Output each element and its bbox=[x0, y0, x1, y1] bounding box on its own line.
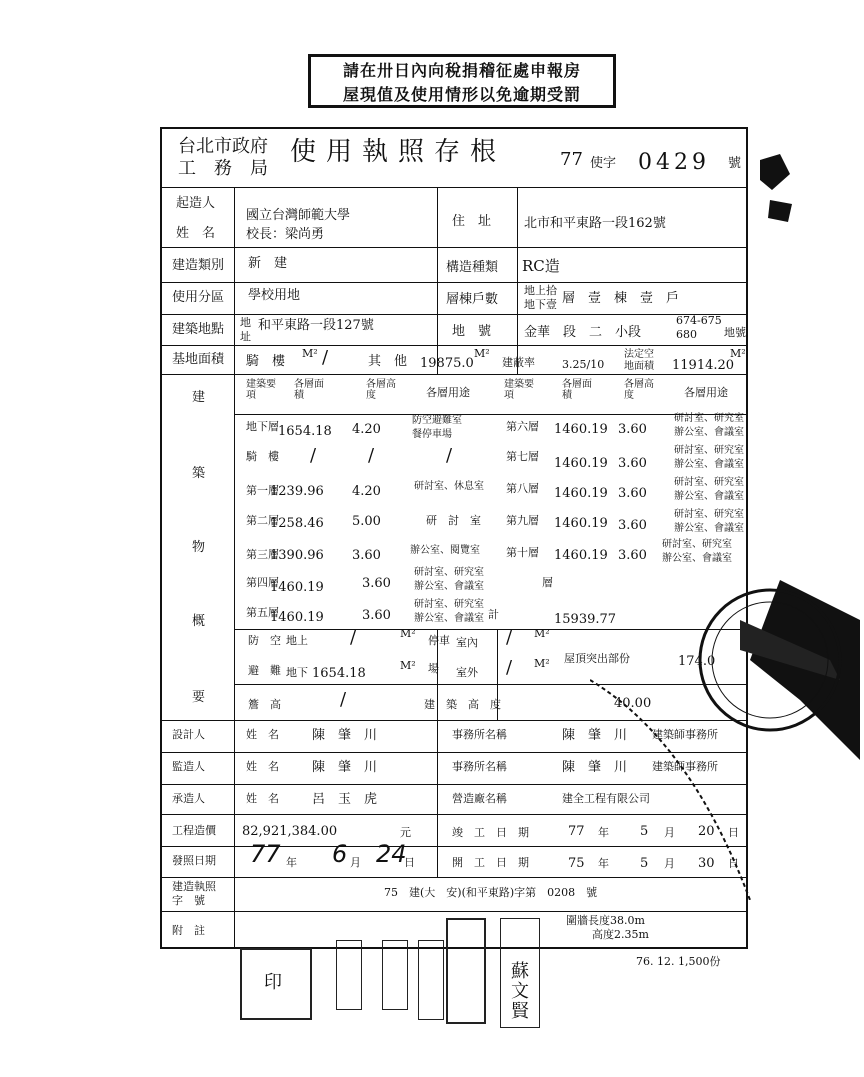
contractor-firm-label: 營造廠名稱 bbox=[452, 792, 507, 805]
lot-number-1: 674-675 bbox=[676, 314, 722, 327]
arcade-value: / bbox=[322, 347, 329, 368]
seal-text: 印 bbox=[264, 972, 282, 993]
completion-year: 77 bbox=[568, 824, 585, 839]
floor-height: 3.60 bbox=[352, 548, 381, 563]
legal-open-label-2: 地面積 bbox=[624, 361, 654, 372]
signature-box bbox=[500, 918, 540, 1028]
side-label-3: 物 bbox=[192, 540, 206, 555]
supervisor-office-label: 事務所名稱 bbox=[452, 760, 507, 773]
floor-use-1: 研討室、休息室 bbox=[414, 481, 484, 492]
floor-use-1: / bbox=[446, 445, 453, 466]
approval-stamp bbox=[418, 940, 444, 1020]
year-char: 年 bbox=[598, 857, 609, 870]
land-label: 地 號 bbox=[452, 324, 492, 339]
floor-use-2: 辦公室、會議室 bbox=[674, 523, 744, 534]
bleed-mark bbox=[750, 580, 860, 760]
form-title: 使用執照存根 bbox=[290, 137, 507, 167]
floor-use-1: 研討室、研究室 bbox=[674, 413, 744, 424]
floor-height: 3.60 bbox=[618, 548, 647, 563]
year-char: 年 bbox=[598, 826, 609, 839]
applicant-label-1: 起造人 bbox=[176, 196, 216, 211]
permit-label-1: 建造執照 bbox=[172, 880, 216, 893]
building-height-label: 建 築 高 度 bbox=[424, 698, 501, 711]
area-label: 基地面積 bbox=[172, 352, 225, 367]
floor-height: 5.00 bbox=[352, 514, 381, 529]
land-section: 金華 段 二 小段 bbox=[524, 325, 642, 340]
floor-use-1: 研討室、研究室 bbox=[414, 599, 484, 610]
floor-use-2: 辦公室、會議室 bbox=[414, 613, 484, 624]
floor-name: 地下層 bbox=[246, 420, 279, 433]
day-char: 日 bbox=[728, 857, 739, 870]
designer-office: 陳 肇 川 bbox=[562, 728, 628, 743]
unit-m2: M² bbox=[400, 659, 416, 672]
floor-height: 4.20 bbox=[352, 422, 381, 437]
coverage-label: 建蔽率 bbox=[502, 356, 535, 369]
eave-label: 簷 高 bbox=[248, 698, 281, 711]
floor-area: 1460.19 bbox=[554, 456, 608, 471]
cost-label: 工程造價 bbox=[172, 824, 216, 837]
supervisor-label: 監造人 bbox=[172, 760, 205, 773]
floor-name: 第二層 bbox=[246, 514, 279, 527]
floors-label: 層棟戶數 bbox=[446, 292, 499, 307]
floor-height: 3.60 bbox=[618, 486, 647, 501]
building-type-label: 建造類別 bbox=[172, 258, 225, 273]
floor-height: 3.60 bbox=[618, 456, 647, 471]
floor-name: 層 bbox=[542, 576, 553, 589]
contractor-name: 呂 玉 虎 bbox=[312, 792, 378, 807]
start-day: 30 bbox=[698, 856, 715, 871]
month-char: 月 bbox=[664, 826, 675, 839]
signature-char-3: 賢 bbox=[511, 1001, 529, 1022]
col-header-use: 各層用途 bbox=[684, 386, 728, 399]
cost-value: 82,921,384.00 bbox=[242, 824, 338, 839]
unit-m2: M² bbox=[302, 347, 318, 360]
permit-year: 77 bbox=[560, 149, 583, 170]
unit-m2: M² bbox=[400, 627, 416, 640]
month-char: 月 bbox=[664, 857, 675, 870]
floor-use-1: 研討室、研究室 bbox=[662, 539, 732, 550]
designer-name-label: 姓 名 bbox=[246, 728, 279, 741]
supervisor-office: 陳 肇 川 bbox=[562, 760, 628, 775]
floor-use-1: 辦公室、閱覽室 bbox=[410, 545, 480, 556]
notice-line-2: 屋現值及使用情形以免逾期受罰 bbox=[342, 85, 581, 104]
issue-month: 6 bbox=[332, 840, 348, 868]
unit-m2: M² bbox=[474, 347, 490, 360]
other-area-value: 19875.0 bbox=[420, 356, 474, 371]
arcade-label: 騎 樓 bbox=[246, 354, 286, 369]
parking-indoor-value: / bbox=[506, 627, 513, 648]
start-year: 75 bbox=[568, 856, 585, 871]
applicant-address: 北市和平東路一段162號 bbox=[524, 216, 666, 231]
floor-name: 第五層 bbox=[246, 606, 279, 619]
year-char: 年 bbox=[286, 856, 297, 869]
col-header-item: 建築要項 bbox=[504, 379, 534, 401]
floor-name: 第八層 bbox=[506, 482, 539, 495]
floor-name: 第十層 bbox=[506, 546, 539, 559]
floor-area: 1460.19 bbox=[554, 422, 608, 437]
adjacent-page-bleed bbox=[590, 140, 864, 900]
side-label-5: 要 bbox=[192, 690, 206, 705]
side-label-4: 概 bbox=[192, 614, 206, 629]
designer-suffix: 建築師事務所 bbox=[652, 728, 718, 741]
supervisor-name: 陳 肇 川 bbox=[312, 760, 378, 775]
floor-height: 3.60 bbox=[362, 608, 391, 623]
shelter-above-label: 地上 bbox=[286, 634, 308, 647]
permit-type: 使字 bbox=[590, 156, 617, 171]
side-label-1: 建 bbox=[192, 390, 206, 405]
col-header-item: 建築要項 bbox=[246, 379, 276, 401]
start-month: 5 bbox=[640, 856, 649, 871]
coverage-value: 3.25/10 bbox=[562, 358, 605, 371]
approval-stamp bbox=[336, 940, 362, 1010]
completion-label: 竣 工 日 期 bbox=[452, 826, 529, 839]
contractor-name-label: 姓 名 bbox=[246, 792, 279, 805]
roof-label: 屋頂突出部份 bbox=[564, 652, 630, 665]
unit-m2: M² bbox=[730, 347, 746, 360]
rule bbox=[517, 187, 518, 375]
shelter-below-label: 地下 bbox=[286, 666, 308, 679]
floor-use-1: 研討室、研究室 bbox=[674, 477, 744, 488]
print-count: 76. 12. 1,500份 bbox=[636, 955, 721, 968]
floor-area: 1460.19 bbox=[554, 548, 608, 563]
completion-month: 5 bbox=[640, 824, 649, 839]
floor-area: 1460.19 bbox=[270, 610, 324, 625]
rule bbox=[162, 911, 747, 912]
note-label: 附 註 bbox=[172, 924, 205, 937]
address-label: 住 址 bbox=[452, 214, 492, 229]
col-header-height: 各層高度 bbox=[366, 379, 396, 401]
contractor-label: 承造人 bbox=[172, 792, 205, 805]
floors-text: 層 壹 棟 壹 戶 bbox=[562, 291, 680, 306]
total-label: 計 bbox=[488, 608, 499, 621]
floors-below: 地下壹 bbox=[524, 298, 557, 311]
permit-suffix: 號 bbox=[728, 156, 742, 171]
floor-area: 1460.19 bbox=[554, 486, 608, 501]
unit-m2: M² bbox=[534, 627, 550, 640]
total-area: 15939.77 bbox=[554, 612, 617, 627]
designer-label: 設計人 bbox=[172, 728, 205, 741]
eave-value: / bbox=[340, 689, 347, 710]
floor-area: / bbox=[310, 445, 317, 466]
floors-above: 地上拾 bbox=[524, 284, 557, 297]
floor-height: 3.60 bbox=[618, 518, 647, 533]
shelter-sub-label: 避 難 bbox=[248, 664, 281, 677]
rule bbox=[234, 187, 235, 947]
floor-height: 4.20 bbox=[352, 484, 381, 499]
issue-day: 24 bbox=[376, 840, 407, 868]
approval-stamp bbox=[382, 940, 408, 1010]
floor-area: 1460.19 bbox=[270, 580, 324, 595]
applicant-label-2: 姓 名 bbox=[176, 226, 216, 241]
floor-use-1: 研討室、研究室 bbox=[674, 509, 744, 520]
supervisor-suffix: 建築師事務所 bbox=[652, 760, 718, 773]
org-name-2: 工 務 局 bbox=[178, 158, 268, 179]
contractor-firm: 建全工程有限公司 bbox=[562, 792, 650, 805]
floor-name: 第四層 bbox=[246, 576, 279, 589]
rule bbox=[437, 846, 438, 877]
day-char: 日 bbox=[404, 856, 415, 869]
floor-use-1: 研討室、研究室 bbox=[414, 567, 484, 578]
floor-area: 1654.18 bbox=[278, 424, 332, 439]
roof-value: 174.0 bbox=[678, 654, 716, 669]
col-header-use: 各層用途 bbox=[426, 386, 470, 399]
building-type-value: 新 建 bbox=[248, 256, 288, 271]
floor-use-2: 辦公室、會議室 bbox=[662, 553, 732, 564]
structure-label: 構造種類 bbox=[446, 260, 499, 275]
start-date-label: 開 工 日 期 bbox=[452, 856, 529, 869]
floor-name: 第三層 bbox=[246, 548, 279, 561]
shelter-below-value: 1654.18 bbox=[312, 666, 366, 681]
parking-indoor-label: 室內 bbox=[456, 636, 478, 649]
permit-label-2: 字 號 bbox=[172, 894, 205, 907]
zone-value: 學校用地 bbox=[248, 288, 301, 303]
parking-label-1: 停車 bbox=[428, 634, 450, 647]
lot-number-2: 680 bbox=[676, 328, 697, 341]
floor-name: 第七層 bbox=[506, 450, 539, 463]
supervisor-name-label: 姓 名 bbox=[246, 760, 279, 773]
designer-office-label: 事務所名稱 bbox=[452, 728, 507, 741]
shelter-above-value: / bbox=[350, 627, 357, 648]
legal-open-value: 11914.20 bbox=[672, 358, 735, 373]
floor-name: 第六層 bbox=[506, 420, 539, 433]
building-height-value: 40.00 bbox=[614, 696, 652, 711]
col-header-height: 各層高度 bbox=[624, 379, 654, 401]
unit-m2: M² bbox=[534, 657, 550, 670]
official-seal bbox=[240, 948, 312, 1020]
site-sub-1: 地 bbox=[240, 316, 251, 329]
site-sub-2: 址 bbox=[240, 330, 251, 343]
month-char: 月 bbox=[350, 856, 361, 869]
issue-year: 77 bbox=[250, 840, 281, 868]
zone-label: 使用分區 bbox=[172, 290, 225, 305]
parking-outdoor-label: 室外 bbox=[456, 666, 478, 679]
structure-value: RC造 bbox=[522, 257, 560, 275]
signature-char-2: 文 bbox=[511, 981, 529, 1002]
floor-use-2: 辦公室、會議室 bbox=[674, 459, 744, 470]
permit-value: 75 建(大 安)(和平東路)字第 0208 號 bbox=[384, 886, 598, 899]
wall-length: 圍牆長度38.0m bbox=[566, 914, 645, 927]
floor-use-2: 辦公室、會議室 bbox=[674, 491, 744, 502]
notice-stamp bbox=[308, 54, 616, 108]
floor-height: 3.60 bbox=[618, 422, 647, 437]
wall-height: 高度2.35m bbox=[592, 928, 649, 941]
rule bbox=[437, 187, 438, 375]
floor-area: 1390.96 bbox=[270, 548, 324, 563]
notice-line-1: 請在卅日內向稅捐稽征處申報房 bbox=[342, 61, 581, 80]
parking-label-2: 場 bbox=[428, 662, 439, 675]
floor-area: 1258.46 bbox=[270, 516, 324, 531]
floor-height: / bbox=[368, 445, 375, 466]
applicant-name: 國立台灣師範大學 bbox=[246, 208, 351, 223]
floor-height: 3.60 bbox=[362, 576, 391, 591]
floor-use-2: 辦公室、會議室 bbox=[674, 427, 744, 438]
other-area-label: 其 他 bbox=[368, 354, 408, 369]
name-chop bbox=[446, 918, 486, 1024]
floor-name: 騎 樓 bbox=[246, 450, 279, 463]
bleed-mark bbox=[760, 154, 792, 222]
floor-name: 第一層 bbox=[246, 484, 279, 497]
floor-use-2: 餐停車場 bbox=[412, 429, 452, 440]
designer-name: 陳 肇 川 bbox=[312, 728, 378, 743]
floor-use-1: 防空避難室 bbox=[412, 415, 462, 426]
col-header-area: 各層面積 bbox=[562, 379, 592, 401]
site-label: 建築地點 bbox=[172, 322, 225, 337]
floor-area: 1239.96 bbox=[270, 484, 324, 499]
legal-open-label-1: 法定空 bbox=[624, 349, 654, 360]
day-char: 日 bbox=[728, 826, 739, 839]
signature-char-1: 蘇 bbox=[511, 961, 529, 982]
site-address: 和平東路一段127號 bbox=[258, 318, 374, 333]
floor-use-2: 辦公室、會議室 bbox=[414, 581, 484, 592]
floor-use-1: 研 討 室 bbox=[426, 514, 481, 527]
side-label-2: 築 bbox=[192, 466, 206, 481]
lot-suffix: 地號 bbox=[724, 326, 746, 339]
col-header-area: 各層面積 bbox=[294, 379, 324, 401]
parking-outdoor-value: / bbox=[506, 657, 513, 678]
cost-unit: 元 bbox=[400, 826, 411, 839]
org-name-1: 台北市政府 bbox=[178, 136, 268, 157]
issue-date-label: 發照日期 bbox=[172, 854, 216, 867]
floor-area: 1460.19 bbox=[554, 516, 608, 531]
floor-use-1: 研討室、研究室 bbox=[674, 445, 744, 456]
rule bbox=[437, 720, 438, 846]
permit-number: 0429 bbox=[638, 150, 710, 175]
applicant-rep: 校長：梁尚勇 bbox=[246, 227, 325, 242]
completion-day: 20 bbox=[698, 824, 715, 839]
shelter-label: 防 空 bbox=[248, 634, 281, 647]
floor-name: 第九層 bbox=[506, 514, 539, 527]
